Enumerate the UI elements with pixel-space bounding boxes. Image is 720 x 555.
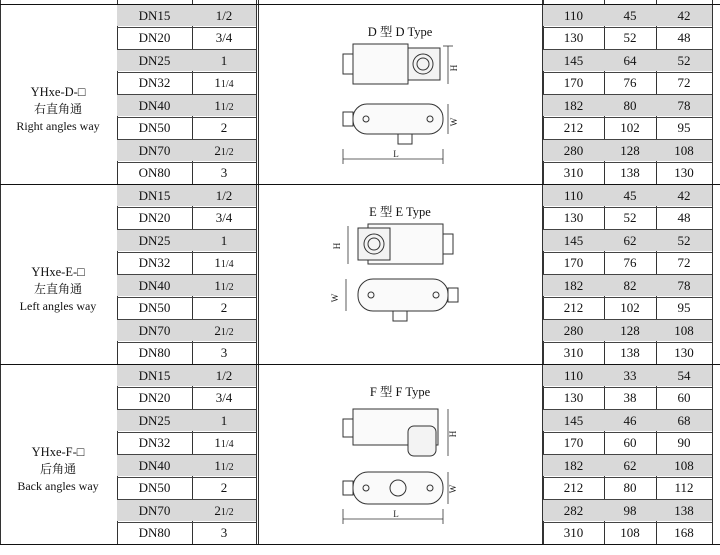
cell-b: 64	[604, 50, 656, 72]
cell-c: 54	[656, 365, 712, 387]
cell-a: 282	[543, 500, 604, 522]
model-en: Left angles way	[19, 299, 97, 313]
cell-b: 52	[623, 30, 637, 45]
dim-w-label: W	[448, 484, 458, 494]
cell-c: 108	[656, 140, 712, 162]
fitting-drawing	[258, 364, 542, 544]
size-fraction: 1/2	[220, 146, 234, 158]
cell-dn: DN50	[138, 120, 171, 135]
size-whole: 1	[214, 97, 221, 113]
cell-size: 1	[192, 50, 256, 72]
cell-size: 3/4	[215, 30, 233, 45]
cell-a: 310	[563, 345, 584, 360]
cell-b: 45	[604, 5, 656, 27]
cell-a: 212	[563, 120, 584, 135]
cell-size	[192, 275, 256, 297]
fitting-drawing	[258, 184, 542, 364]
cell-a: 280	[543, 320, 604, 342]
table-bottom-border	[0, 544, 720, 545]
cell-size	[192, 432, 256, 454]
cell-dn: DN70	[117, 500, 192, 522]
size-fraction: 1/2	[220, 506, 234, 518]
cell-b: 138	[620, 165, 640, 180]
cell-size: 1/2	[192, 365, 256, 387]
cell-dn: DN20	[138, 210, 171, 225]
size-fraction: 1/2	[220, 281, 234, 293]
cell-a: 145	[543, 230, 604, 252]
cell-c: 72	[677, 255, 691, 270]
dim-l-label: L	[393, 509, 399, 519]
model-code: YHxe-D-□	[30, 85, 86, 99]
cell-dn: DN15	[117, 365, 192, 387]
dim-h-label: H	[449, 64, 459, 72]
model-cn: 左直角通	[33, 282, 82, 296]
cell-b: 38	[623, 390, 637, 405]
size-whole: 1	[214, 255, 221, 270]
boss-top-view	[358, 228, 390, 260]
model-label	[0, 444, 116, 495]
cell-c: 108	[656, 320, 712, 342]
cell-a: 110	[543, 5, 604, 27]
dim-h-label: H	[448, 430, 458, 438]
cell-c: 108	[656, 455, 712, 477]
cell-b: 82	[604, 275, 656, 297]
cell-size	[192, 500, 256, 522]
cell-b: 102	[620, 300, 640, 315]
cell-a: 110	[543, 185, 604, 207]
size-fraction: 1/4	[220, 259, 234, 270]
size-fraction: 1/4	[220, 439, 234, 450]
diagram-title: D 型 D Type	[367, 25, 433, 39]
dim-w-label: W	[330, 293, 340, 303]
cell-dn: DN25	[117, 50, 192, 72]
cell-size: 1	[192, 230, 256, 252]
cell-b: 128	[604, 320, 656, 342]
cell-b: 76	[623, 255, 637, 270]
cell-b: 62	[604, 455, 656, 477]
cell-dn: DN40	[117, 275, 192, 297]
cell-a: 145	[543, 410, 604, 432]
model-en: Right angles way	[16, 119, 100, 133]
cell-c: 48	[677, 210, 691, 225]
fitting-drawing	[258, 4, 542, 184]
cell-dn: DN20	[138, 30, 171, 45]
cell-b: 80	[604, 95, 656, 117]
cell-b: 102	[620, 120, 640, 135]
cell-b: 45	[604, 185, 656, 207]
size-whole: 1	[214, 277, 221, 293]
cell-dn: DN20	[138, 390, 171, 405]
cell-dn: DN15	[117, 185, 192, 207]
cell-a: 170	[563, 435, 584, 450]
cell-size	[192, 95, 256, 117]
cell-c: 48	[677, 30, 691, 45]
cell-size: 2	[220, 480, 228, 495]
hub-side-bottom	[398, 134, 412, 144]
cell-dn: DN25	[117, 410, 192, 432]
cell-size	[192, 252, 256, 274]
cell-c: 130	[674, 165, 694, 180]
cell-c: 42	[656, 5, 712, 27]
type-diagram	[258, 364, 542, 544]
cell-c: 52	[656, 50, 712, 72]
model-code: YHxe-F-□	[31, 445, 85, 459]
cell-b: 60	[623, 435, 637, 450]
cell-a: 182	[543, 275, 604, 297]
cell-size	[192, 320, 256, 342]
hub-side-bottom	[393, 311, 407, 321]
cell-dn: DN80	[138, 525, 171, 540]
cell-size: 3/4	[215, 210, 233, 225]
cell-b: 108	[620, 525, 640, 540]
size-whole: 1	[214, 75, 221, 90]
cell-a: 280	[543, 140, 604, 162]
cell-dn: DN40	[117, 95, 192, 117]
dim-h-label: H	[332, 242, 342, 250]
cell-b: 52	[623, 210, 637, 225]
cell-b: 33	[604, 365, 656, 387]
cell-a: 170	[563, 75, 584, 90]
cell-a: 182	[543, 455, 604, 477]
cell-c: 78	[656, 275, 712, 297]
cell-a: 212	[563, 300, 584, 315]
cell-c: 60	[677, 390, 691, 405]
size-fraction: 1/2	[220, 326, 234, 338]
cell-size: 3/4	[215, 390, 233, 405]
cell-size: 3	[220, 165, 228, 180]
model-en: Back angles way	[17, 479, 99, 493]
cell-dn: DN50	[138, 480, 171, 495]
cell-a: 130	[563, 210, 584, 225]
cell-a: 130	[563, 30, 584, 45]
cell-c: 112	[674, 480, 694, 495]
hub-right	[443, 234, 453, 254]
hub-side-left	[343, 481, 353, 495]
cell-c: 72	[677, 75, 691, 90]
cell-size: 3	[220, 525, 228, 540]
cell-b: 98	[604, 500, 656, 522]
size-fraction: 1/4	[220, 79, 234, 90]
cell-b: 46	[604, 410, 656, 432]
cell-size: 1/2	[192, 185, 256, 207]
cell-dn: ON80	[138, 165, 171, 180]
cell-c: 90	[677, 435, 691, 450]
dim-w-label: W	[449, 117, 459, 127]
body-side-view	[353, 104, 443, 134]
model-cn: 右直角通	[33, 102, 82, 116]
body-side-view	[358, 279, 448, 311]
dim-l-label: L	[393, 149, 399, 159]
cell-a: 212	[563, 480, 584, 495]
cell-dn: DN70	[117, 320, 192, 342]
cell-c: 95	[677, 300, 691, 315]
cell-a: 110	[543, 365, 604, 387]
cell-dn: DN32	[138, 75, 171, 90]
cell-dn: DN25	[117, 230, 192, 252]
hub-left	[343, 54, 353, 74]
size-fraction: 1/2	[220, 101, 234, 113]
size-whole: 2	[214, 502, 221, 518]
cell-a: 130	[563, 390, 584, 405]
back-hub	[408, 426, 436, 456]
diagram-title: E 型 E Type	[369, 205, 431, 219]
body-top-view	[353, 44, 408, 84]
grid-vline	[256, 0, 257, 544]
cell-size	[192, 140, 256, 162]
cell-c: 52	[656, 230, 712, 252]
model-label	[0, 84, 116, 135]
body-side-view	[353, 472, 443, 504]
hub-left	[343, 419, 353, 437]
cell-size	[192, 455, 256, 477]
cell-size: 1	[192, 410, 256, 432]
diagram-title: F 型 F Type	[369, 385, 431, 399]
hub-side-right	[448, 288, 458, 302]
type-diagram	[258, 4, 542, 184]
cell-dn: DN80	[138, 345, 171, 360]
size-fraction: 1/2	[220, 461, 234, 473]
cell-size: 2	[220, 120, 228, 135]
cell-size: 1/2	[192, 5, 256, 27]
cell-c: 78	[656, 95, 712, 117]
cell-b: 76	[623, 75, 637, 90]
cell-b: 138	[620, 345, 640, 360]
cell-b: 128	[604, 140, 656, 162]
cell-size: 2	[220, 300, 228, 315]
cell-c: 68	[656, 410, 712, 432]
cell-c: 130	[674, 345, 694, 360]
size-whole: 1	[214, 457, 221, 473]
size-whole: 2	[214, 142, 221, 158]
type-diagram	[258, 184, 542, 364]
cell-dn: DN70	[117, 140, 192, 162]
cell-c: 95	[677, 120, 691, 135]
cell-dn: DN32	[138, 255, 171, 270]
cell-dn: DN50	[138, 300, 171, 315]
cell-size: 3	[220, 345, 228, 360]
size-whole: 1	[214, 435, 221, 450]
cell-a: 145	[543, 50, 604, 72]
size-whole: 2	[214, 322, 221, 338]
cell-a: 182	[543, 95, 604, 117]
cell-a: 310	[563, 165, 584, 180]
cell-b: 62	[604, 230, 656, 252]
cell-a: 310	[563, 525, 584, 540]
hub-side-left	[343, 112, 353, 126]
grid-vline	[712, 0, 713, 544]
model-cn: 后角通	[39, 462, 76, 476]
cell-a: 170	[563, 255, 584, 270]
cell-size	[192, 72, 256, 94]
cell-c: 168	[674, 525, 694, 540]
model-label	[0, 264, 116, 315]
cell-dn: DN15	[117, 5, 192, 27]
model-code: YHxe-E-□	[31, 265, 85, 279]
cell-c: 138	[656, 500, 712, 522]
cell-dn: DN32	[138, 435, 171, 450]
cell-dn: DN40	[117, 455, 192, 477]
cell-c: 42	[656, 185, 712, 207]
cell-b: 80	[623, 480, 637, 495]
